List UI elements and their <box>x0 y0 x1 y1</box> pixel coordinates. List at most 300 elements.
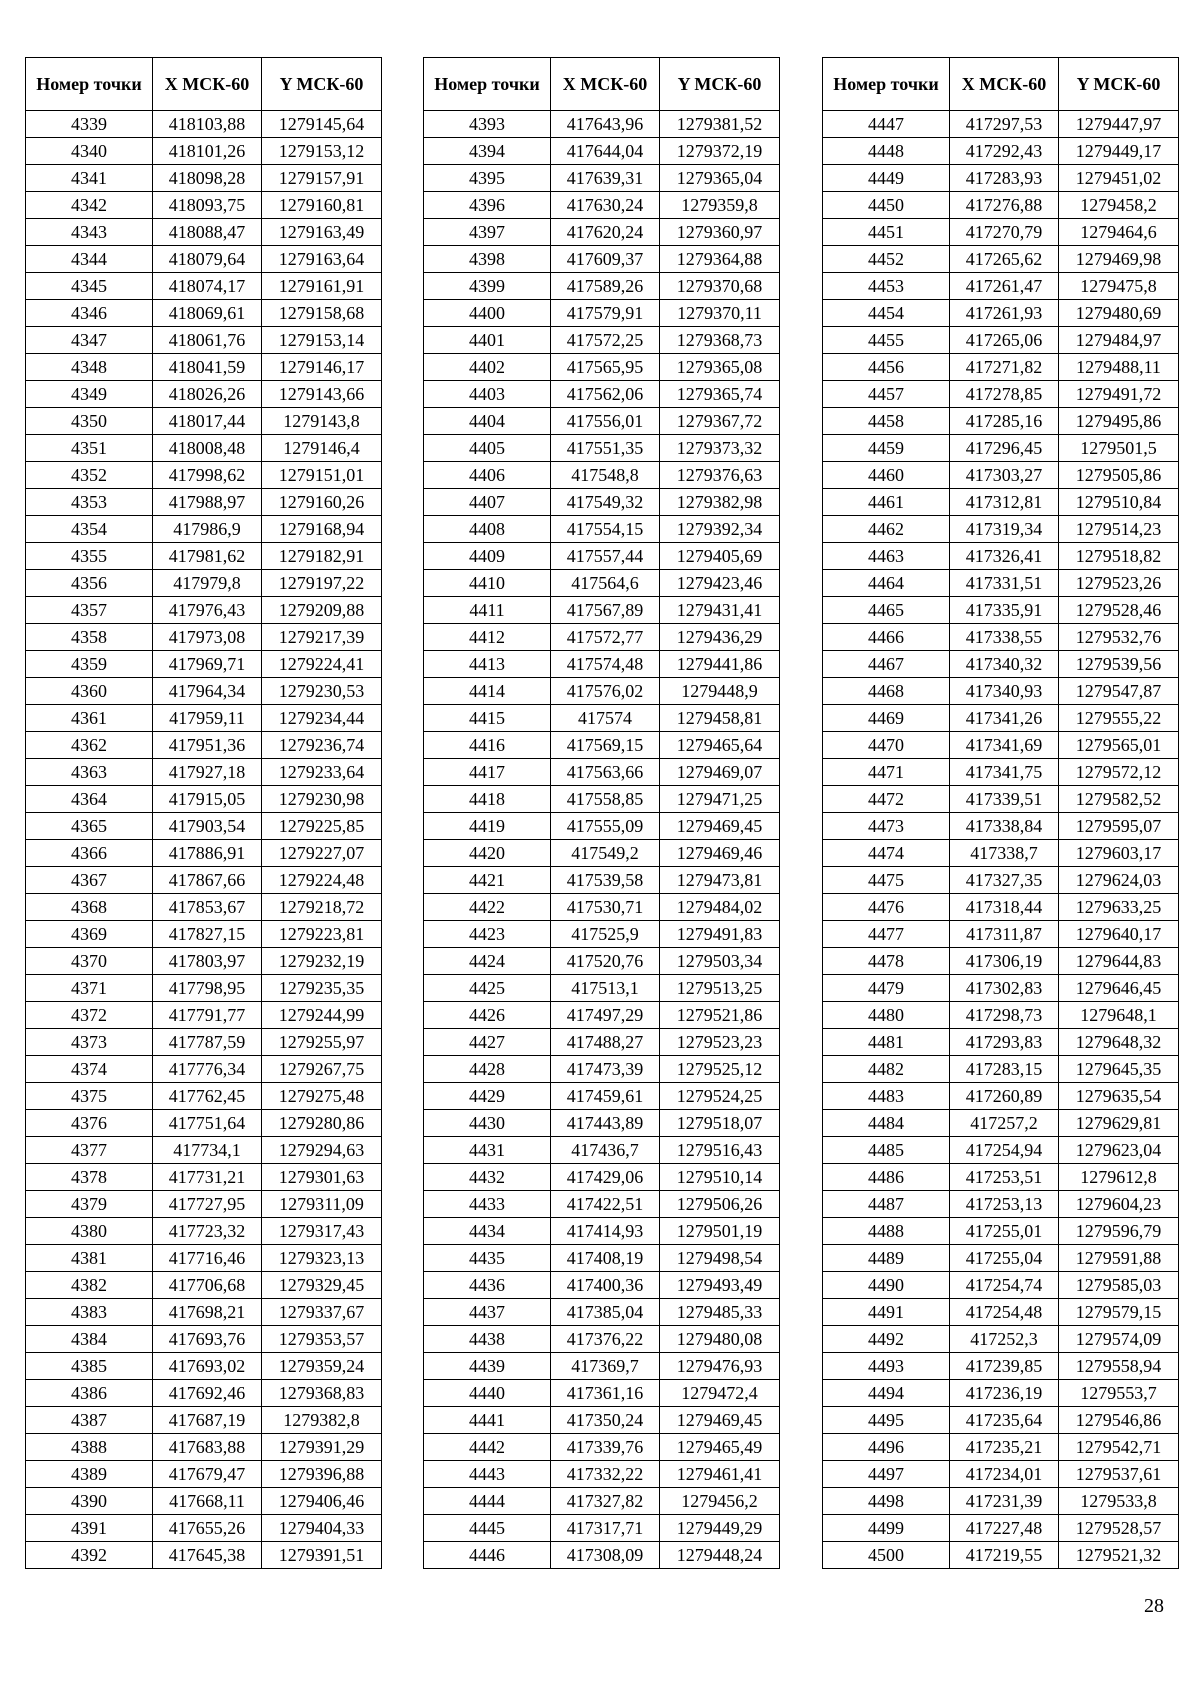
page-number: 28 <box>1144 1595 1164 1617</box>
y-coordinate-cell: 1279612,8 <box>1059 1164 1179 1191</box>
x-coordinate-cell: 417683,88 <box>153 1434 262 1461</box>
table-row <box>26 1542 382 1569</box>
table-row <box>424 138 780 165</box>
table-row <box>26 543 382 570</box>
point-number-cell: 4402 <box>424 354 551 381</box>
x-coordinate-cell: 417255,04 <box>950 1245 1059 1272</box>
table-row <box>823 543 1179 570</box>
x-coordinate-cell: 417408,19 <box>551 1245 660 1272</box>
x-coordinate-cell: 417555,09 <box>551 813 660 840</box>
point-number-cell: 4404 <box>424 408 551 435</box>
x-coordinate-cell: 417332,22 <box>551 1461 660 1488</box>
x-coordinate-cell: 417727,95 <box>153 1191 262 1218</box>
x-coordinate-cell: 417296,45 <box>950 435 1059 462</box>
x-coordinate-cell: 417539,58 <box>551 867 660 894</box>
table-row <box>26 786 382 813</box>
x-coordinate-cell: 417706,68 <box>153 1272 262 1299</box>
y-coordinate-cell: 1279168,94 <box>262 516 382 543</box>
table-row <box>424 1488 780 1515</box>
point-number-cell: 4498 <box>823 1488 950 1515</box>
x-coordinate-cell: 417311,87 <box>950 921 1059 948</box>
x-coordinate-cell: 417341,69 <box>950 732 1059 759</box>
point-number-cell: 4464 <box>823 570 950 597</box>
x-coordinate-cell: 417261,47 <box>950 273 1059 300</box>
point-number-cell: 4456 <box>823 354 950 381</box>
table-row <box>424 489 780 516</box>
table-row <box>26 1218 382 1245</box>
point-number-cell: 4454 <box>823 300 950 327</box>
point-number-cell: 4429 <box>424 1083 551 1110</box>
x-coordinate-cell: 417574 <box>551 705 660 732</box>
x-coordinate-cell: 417231,39 <box>950 1488 1059 1515</box>
x-coordinate-cell: 417620,24 <box>551 219 660 246</box>
x-coordinate-cell: 417253,13 <box>950 1191 1059 1218</box>
table-row <box>26 921 382 948</box>
x-coordinate-cell: 417488,27 <box>551 1029 660 1056</box>
y-coordinate-cell: 1279523,23 <box>660 1029 780 1056</box>
table-row <box>823 1434 1179 1461</box>
coordinate-table-2 <box>423 57 780 1569</box>
table-row <box>26 678 382 705</box>
table-row <box>26 1434 382 1461</box>
y-coordinate-cell: 1279648,32 <box>1059 1029 1179 1056</box>
y-coordinate-cell: 1279480,69 <box>1059 300 1179 327</box>
y-coordinate-cell: 1279623,04 <box>1059 1137 1179 1164</box>
y-coordinate-cell: 1279528,57 <box>1059 1515 1179 1542</box>
point-number-cell: 4433 <box>424 1191 551 1218</box>
x-coordinate-cell: 418017,44 <box>153 408 262 435</box>
table-row <box>823 516 1179 543</box>
x-coordinate-cell: 417235,21 <box>950 1434 1059 1461</box>
y-coordinate-cell: 1279382,8 <box>262 1407 382 1434</box>
point-number-cell: 4425 <box>424 975 551 1002</box>
table-row <box>424 867 780 894</box>
table-row <box>424 705 780 732</box>
table-row <box>26 165 382 192</box>
table-row <box>823 1353 1179 1380</box>
y-coordinate-cell: 1279640,17 <box>1059 921 1179 948</box>
point-number-cell: 4369 <box>26 921 153 948</box>
y-coordinate-cell: 1279365,08 <box>660 354 780 381</box>
table-row <box>26 597 382 624</box>
table-row <box>424 327 780 354</box>
x-coordinate-cell: 417327,82 <box>551 1488 660 1515</box>
y-coordinate-cell: 1279423,46 <box>660 570 780 597</box>
point-number-cell: 4408 <box>424 516 551 543</box>
table-row <box>424 1407 780 1434</box>
x-coordinate-cell: 417959,11 <box>153 705 262 732</box>
point-number-cell: 4492 <box>823 1326 950 1353</box>
point-number-cell: 4477 <box>823 921 950 948</box>
x-coordinate-cell: 418098,28 <box>153 165 262 192</box>
header-point-number: Номер точки <box>424 58 551 111</box>
x-coordinate-cell: 417271,82 <box>950 354 1059 381</box>
table-row <box>823 1326 1179 1353</box>
table-row <box>424 786 780 813</box>
table-row <box>424 759 780 786</box>
y-coordinate-cell: 1279493,49 <box>660 1272 780 1299</box>
point-number-cell: 4418 <box>424 786 551 813</box>
table-row <box>26 435 382 462</box>
x-coordinate-cell: 417254,94 <box>950 1137 1059 1164</box>
point-number-cell: 4368 <box>26 894 153 921</box>
header-y-coordinate: Y МСК-60 <box>1059 58 1179 111</box>
point-number-cell: 4478 <box>823 948 950 975</box>
x-coordinate-cell: 417655,26 <box>153 1515 262 1542</box>
y-coordinate-cell: 1279157,91 <box>262 165 382 192</box>
y-coordinate-cell: 1279365,04 <box>660 165 780 192</box>
table-row <box>823 1164 1179 1191</box>
x-coordinate-cell: 417338,84 <box>950 813 1059 840</box>
y-coordinate-cell: 1279449,17 <box>1059 138 1179 165</box>
y-coordinate-cell: 1279323,13 <box>262 1245 382 1272</box>
y-coordinate-cell: 1279391,29 <box>262 1434 382 1461</box>
y-coordinate-cell: 1279595,07 <box>1059 813 1179 840</box>
point-number-cell: 4412 <box>424 624 551 651</box>
table-header-row <box>424 58 780 111</box>
y-coordinate-cell: 1279158,68 <box>262 300 382 327</box>
table-row <box>424 1029 780 1056</box>
point-number-cell: 4424 <box>424 948 551 975</box>
point-number-cell: 4411 <box>424 597 551 624</box>
coordinate-tables <box>25 57 1178 1567</box>
x-coordinate-cell: 417253,51 <box>950 1164 1059 1191</box>
y-coordinate-cell: 1279280,86 <box>262 1110 382 1137</box>
table-row <box>823 1245 1179 1272</box>
y-coordinate-cell: 1279244,99 <box>262 1002 382 1029</box>
y-coordinate-cell: 1279644,83 <box>1059 948 1179 975</box>
y-coordinate-cell: 1279275,48 <box>262 1083 382 1110</box>
point-number-cell: 4450 <box>823 192 950 219</box>
point-number-cell: 4348 <box>26 354 153 381</box>
table-row <box>823 354 1179 381</box>
y-coordinate-cell: 1279143,8 <box>262 408 382 435</box>
point-number-cell: 4444 <box>424 1488 551 1515</box>
point-number-cell: 4398 <box>424 246 551 273</box>
table-row <box>424 111 780 138</box>
table-row <box>424 732 780 759</box>
x-coordinate-cell: 417436,7 <box>551 1137 660 1164</box>
header-x-coordinate: X МСК-60 <box>551 58 660 111</box>
point-number-cell: 4451 <box>823 219 950 246</box>
point-number-cell: 4403 <box>424 381 551 408</box>
x-coordinate-cell: 417562,06 <box>551 381 660 408</box>
x-coordinate-cell: 417716,46 <box>153 1245 262 1272</box>
y-coordinate-cell: 1279484,97 <box>1059 327 1179 354</box>
table-row <box>26 408 382 435</box>
coordinate-table-1 <box>25 57 382 1569</box>
point-number-cell: 4432 <box>424 1164 551 1191</box>
point-number-cell: 4442 <box>424 1434 551 1461</box>
x-coordinate-cell: 417239,85 <box>950 1353 1059 1380</box>
point-number-cell: 4438 <box>424 1326 551 1353</box>
point-number-cell: 4470 <box>823 732 950 759</box>
point-number-cell: 4484 <box>823 1110 950 1137</box>
x-coordinate-cell: 417964,34 <box>153 678 262 705</box>
x-coordinate-cell: 417973,08 <box>153 624 262 651</box>
table-row <box>26 381 382 408</box>
y-coordinate-cell: 1279224,41 <box>262 651 382 678</box>
x-coordinate-cell: 417473,39 <box>551 1056 660 1083</box>
table-row <box>424 165 780 192</box>
point-number-cell: 4382 <box>26 1272 153 1299</box>
table-row <box>823 1191 1179 1218</box>
table-row <box>424 219 780 246</box>
x-coordinate-cell: 417261,93 <box>950 300 1059 327</box>
y-coordinate-cell: 1279484,02 <box>660 894 780 921</box>
x-coordinate-cell: 417692,46 <box>153 1380 262 1407</box>
y-coordinate-cell: 1279391,51 <box>262 1542 382 1569</box>
x-coordinate-cell: 417227,48 <box>950 1515 1059 1542</box>
y-coordinate-cell: 1279461,41 <box>660 1461 780 1488</box>
point-number-cell: 4343 <box>26 219 153 246</box>
point-number-cell: 4455 <box>823 327 950 354</box>
table-row <box>26 1272 382 1299</box>
y-coordinate-cell: 1279236,74 <box>262 732 382 759</box>
y-coordinate-cell: 1279441,86 <box>660 651 780 678</box>
table-row <box>823 786 1179 813</box>
point-number-cell: 4460 <box>823 462 950 489</box>
point-number-cell: 4467 <box>823 651 950 678</box>
x-coordinate-cell: 417787,59 <box>153 1029 262 1056</box>
x-coordinate-cell: 417798,95 <box>153 975 262 1002</box>
point-number-cell: 4354 <box>26 516 153 543</box>
point-number-cell: 4373 <box>26 1029 153 1056</box>
y-coordinate-cell: 1279163,64 <box>262 246 382 273</box>
table-row <box>424 1380 780 1407</box>
x-coordinate-cell: 417525,9 <box>551 921 660 948</box>
x-coordinate-cell: 418041,59 <box>153 354 262 381</box>
point-number-cell: 4393 <box>424 111 551 138</box>
point-number-cell: 4358 <box>26 624 153 651</box>
y-coordinate-cell: 1279143,66 <box>262 381 382 408</box>
x-coordinate-cell: 417235,64 <box>950 1407 1059 1434</box>
y-coordinate-cell: 1279368,73 <box>660 327 780 354</box>
point-number-cell: 4449 <box>823 165 950 192</box>
x-coordinate-cell: 417558,85 <box>551 786 660 813</box>
x-coordinate-cell: 417903,54 <box>153 813 262 840</box>
x-coordinate-cell: 418101,26 <box>153 138 262 165</box>
x-coordinate-cell: 417554,15 <box>551 516 660 543</box>
table-row <box>823 732 1179 759</box>
y-coordinate-cell: 1279161,91 <box>262 273 382 300</box>
point-number-cell: 4500 <box>823 1542 950 1569</box>
point-number-cell: 4385 <box>26 1353 153 1380</box>
x-coordinate-cell: 417867,66 <box>153 867 262 894</box>
x-coordinate-cell: 417236,19 <box>950 1380 1059 1407</box>
y-coordinate-cell: 1279396,88 <box>262 1461 382 1488</box>
y-coordinate-cell: 1279447,97 <box>1059 111 1179 138</box>
table-row <box>26 1461 382 1488</box>
x-coordinate-cell: 417723,32 <box>153 1218 262 1245</box>
y-coordinate-cell: 1279230,98 <box>262 786 382 813</box>
table-row <box>823 138 1179 165</box>
point-number-cell: 4422 <box>424 894 551 921</box>
x-coordinate-cell: 417308,09 <box>551 1542 660 1569</box>
y-coordinate-cell: 1279465,49 <box>660 1434 780 1461</box>
y-coordinate-cell: 1279153,12 <box>262 138 382 165</box>
y-coordinate-cell: 1279160,26 <box>262 489 382 516</box>
point-number-cell: 4465 <box>823 597 950 624</box>
y-coordinate-cell: 1279359,24 <box>262 1353 382 1380</box>
x-coordinate-cell: 417319,34 <box>950 516 1059 543</box>
table-header-row <box>823 58 1179 111</box>
y-coordinate-cell: 1279392,34 <box>660 516 780 543</box>
table-row <box>823 1461 1179 1488</box>
point-number-cell: 4489 <box>823 1245 950 1272</box>
y-coordinate-cell: 1279473,81 <box>660 867 780 894</box>
point-number-cell: 4417 <box>424 759 551 786</box>
table-row <box>26 1083 382 1110</box>
table-row <box>823 1218 1179 1245</box>
y-coordinate-cell: 1279485,33 <box>660 1299 780 1326</box>
x-coordinate-cell: 417293,83 <box>950 1029 1059 1056</box>
table-row <box>424 1164 780 1191</box>
y-coordinate-cell: 1279373,32 <box>660 435 780 462</box>
y-coordinate-cell: 1279521,32 <box>1059 1542 1179 1569</box>
x-coordinate-cell: 417318,44 <box>950 894 1059 921</box>
y-coordinate-cell: 1279465,64 <box>660 732 780 759</box>
table-row <box>424 516 780 543</box>
table-row <box>823 1002 1179 1029</box>
y-coordinate-cell: 1279491,72 <box>1059 381 1179 408</box>
y-coordinate-cell: 1279546,86 <box>1059 1407 1179 1434</box>
y-coordinate-cell: 1279225,85 <box>262 813 382 840</box>
x-coordinate-cell: 417827,15 <box>153 921 262 948</box>
point-number-cell: 4384 <box>26 1326 153 1353</box>
x-coordinate-cell: 417762,45 <box>153 1083 262 1110</box>
y-coordinate-cell: 1279218,72 <box>262 894 382 921</box>
table-row <box>424 894 780 921</box>
header-point-number: Номер точки <box>26 58 153 111</box>
table-row <box>823 894 1179 921</box>
table-row <box>823 1299 1179 1326</box>
table-row <box>26 273 382 300</box>
point-number-cell: 4453 <box>823 273 950 300</box>
y-coordinate-cell: 1279518,82 <box>1059 543 1179 570</box>
table-row <box>26 219 382 246</box>
table-row <box>424 921 780 948</box>
point-number-cell: 4346 <box>26 300 153 327</box>
table-row <box>26 1515 382 1542</box>
point-number-cell: 4471 <box>823 759 950 786</box>
table-row <box>823 1272 1179 1299</box>
point-number-cell: 4457 <box>823 381 950 408</box>
table-row <box>823 597 1179 624</box>
x-coordinate-cell: 417668,11 <box>153 1488 262 1515</box>
x-coordinate-cell: 417549,2 <box>551 840 660 867</box>
table-row <box>424 948 780 975</box>
table-row <box>424 1191 780 1218</box>
point-number-cell: 4419 <box>424 813 551 840</box>
y-coordinate-cell: 1279224,48 <box>262 867 382 894</box>
y-coordinate-cell: 1279337,67 <box>262 1299 382 1326</box>
x-coordinate-cell: 417693,02 <box>153 1353 262 1380</box>
y-coordinate-cell: 1279146,17 <box>262 354 382 381</box>
x-coordinate-cell: 417687,19 <box>153 1407 262 1434</box>
point-number-cell: 4399 <box>424 273 551 300</box>
x-coordinate-cell: 417283,15 <box>950 1056 1059 1083</box>
x-coordinate-cell: 417564,6 <box>551 570 660 597</box>
point-number-cell: 4426 <box>424 1002 551 1029</box>
y-coordinate-cell: 1279648,1 <box>1059 1002 1179 1029</box>
y-coordinate-cell: 1279448,9 <box>660 678 780 705</box>
y-coordinate-cell: 1279528,46 <box>1059 597 1179 624</box>
point-number-cell: 4490 <box>823 1272 950 1299</box>
y-coordinate-cell: 1279469,98 <box>1059 246 1179 273</box>
y-coordinate-cell: 1279475,8 <box>1059 273 1179 300</box>
y-coordinate-cell: 1279553,7 <box>1059 1380 1179 1407</box>
y-coordinate-cell: 1279510,84 <box>1059 489 1179 516</box>
x-coordinate-cell: 417551,35 <box>551 435 660 462</box>
x-coordinate-cell: 417341,75 <box>950 759 1059 786</box>
point-number-cell: 4352 <box>26 462 153 489</box>
y-coordinate-cell: 1279464,6 <box>1059 219 1179 246</box>
point-number-cell: 4347 <box>26 327 153 354</box>
x-coordinate-cell: 418074,17 <box>153 273 262 300</box>
table-header-row <box>26 58 382 111</box>
x-coordinate-cell: 417400,36 <box>551 1272 660 1299</box>
point-number-cell: 4365 <box>26 813 153 840</box>
y-coordinate-cell: 1279458,2 <box>1059 192 1179 219</box>
point-number-cell: 4416 <box>424 732 551 759</box>
point-number-cell: 4488 <box>823 1218 950 1245</box>
y-coordinate-cell: 1279449,29 <box>660 1515 780 1542</box>
x-coordinate-cell: 417326,41 <box>950 543 1059 570</box>
y-coordinate-cell: 1279458,81 <box>660 705 780 732</box>
x-coordinate-cell: 417853,67 <box>153 894 262 921</box>
x-coordinate-cell: 417981,62 <box>153 543 262 570</box>
point-number-cell: 4392 <box>26 1542 153 1569</box>
x-coordinate-cell: 418069,61 <box>153 300 262 327</box>
table-row <box>823 651 1179 678</box>
y-coordinate-cell: 1279469,07 <box>660 759 780 786</box>
point-number-cell: 4413 <box>424 651 551 678</box>
point-number-cell: 4474 <box>823 840 950 867</box>
table-row <box>424 462 780 489</box>
y-coordinate-cell: 1279542,71 <box>1059 1434 1179 1461</box>
x-coordinate-cell: 417565,95 <box>551 354 660 381</box>
x-coordinate-cell: 417285,16 <box>950 408 1059 435</box>
table-row <box>26 111 382 138</box>
point-number-cell: 4387 <box>26 1407 153 1434</box>
point-number-cell: 4436 <box>424 1272 551 1299</box>
point-number-cell: 4483 <box>823 1083 950 1110</box>
y-coordinate-cell: 1279146,4 <box>262 435 382 462</box>
point-number-cell: 4472 <box>823 786 950 813</box>
table-row <box>26 948 382 975</box>
x-coordinate-cell: 418103,88 <box>153 111 262 138</box>
y-coordinate-cell: 1279501,5 <box>1059 435 1179 462</box>
y-coordinate-cell: 1279514,23 <box>1059 516 1179 543</box>
y-coordinate-cell: 1279353,57 <box>262 1326 382 1353</box>
table-row <box>823 246 1179 273</box>
x-coordinate-cell: 417283,93 <box>950 165 1059 192</box>
y-coordinate-cell: 1279510,14 <box>660 1164 780 1191</box>
point-number-cell: 4362 <box>26 732 153 759</box>
table-row <box>26 1056 382 1083</box>
y-coordinate-cell: 1279267,75 <box>262 1056 382 1083</box>
x-coordinate-cell: 417639,31 <box>551 165 660 192</box>
table-row <box>823 1515 1179 1542</box>
y-coordinate-cell: 1279591,88 <box>1059 1245 1179 1272</box>
x-coordinate-cell: 417252,3 <box>950 1326 1059 1353</box>
table-row <box>823 705 1179 732</box>
y-coordinate-cell: 1279495,86 <box>1059 408 1179 435</box>
point-number-cell: 4380 <box>26 1218 153 1245</box>
point-number-cell: 4499 <box>823 1515 950 1542</box>
table-row <box>424 300 780 327</box>
